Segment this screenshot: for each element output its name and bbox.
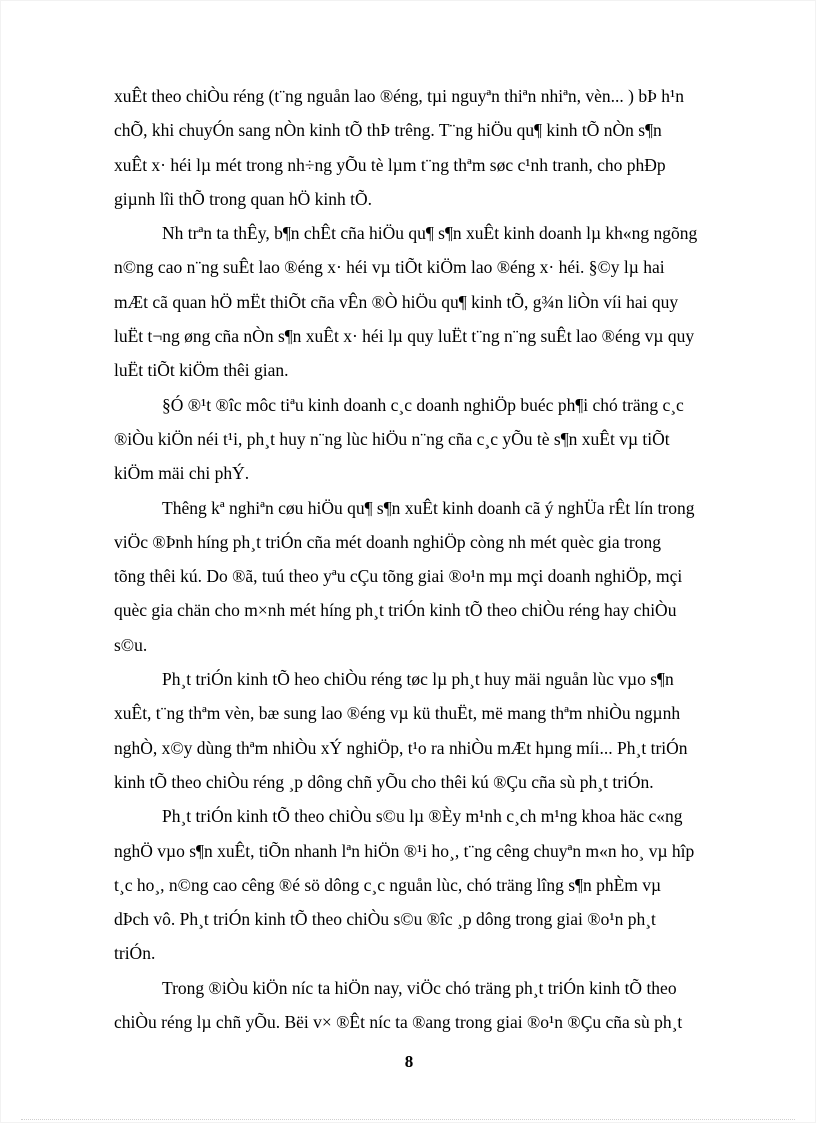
text-line: mÆt cã quan hÖ mËt thiÕt cña vÊn ®Ò hiÖu qu¶ kinh tÕ, g¾n liÒn víi hai quy [114, 291, 679, 312]
text-line: t¸c ho¸, n©ng cao cêng ®é sö dông c¸c nguån lùc, chó träng lîng s¶n phÈm vµ [114, 874, 662, 895]
paragraph [114, 662, 742, 799]
text-line: Ph¸t triÓn kinh tÕ heo chiÒu réng tøc lµ ph¸t huy mäi nguån lùc vµo s¶n [162, 669, 674, 690]
page-number: 8 [404, 1052, 414, 1071]
text-line: tõng thêi kú. Do ®ã, tuú theo yªu cÇu tõng giai ®o¹n mµ mçi doanh nghiÖp, mçi [114, 566, 683, 587]
text-line: xuÊt x· héi lµ mét trong nh÷ng yÕu tè lµm t¨ng thªm søc c¹nh tranh, cho phÐp [114, 154, 666, 175]
body-text [114, 79, 742, 1039]
text-line: giµnh lîi thÕ trong quan hÖ kinh tÕ. [114, 188, 372, 209]
text-line: luËt tiÕt kiÖm thêi gian. [114, 360, 289, 381]
text-line: Ph¸t triÓn kinh tÕ theo chiÒu s©u lµ ®Èy m¹nh c¸ch m¹ng khoa häc c«ng [162, 806, 683, 827]
text-line: Thêng kª nghiªn cøu hiÖu qu¶ s¶n xuÊt kinh doanh cã ý nghÜa rÊt lín trong [162, 497, 695, 518]
text-line: viÖc ®Þnh híng ph¸t triÓn cña mét doanh nghiÖp còng nh mét quèc gia trong [114, 531, 661, 552]
text-line: s©u. [114, 634, 148, 655]
text-line: chÕ, khi chuyÓn sang nÒn kinh tÕ thÞ trêng. T¨ng hiÖu qu¶ kinh tÕ nÒn s¶n [114, 120, 662, 141]
text-line: triÓn. [114, 943, 156, 964]
text-line: Nh trªn ta thÊy, b¶n chÊt cña hiÖu qu¶ s¶n xuÊt kinh doanh lµ kh«ng ngõng [162, 223, 698, 244]
text-line: n©ng cao n¨ng suÊt lao ®éng x· héi vµ tiÕt kiÖm lao ®éng x· héi. §©y lµ hai [114, 257, 665, 278]
text-line: xuÊt theo chiÒu réng (t¨ng nguån lao ®éng, tµi nguyªn thiªn nhiªn, vèn... ) bÞ h¹n [114, 86, 684, 106]
text-line: kiÖm mäi chi phÝ. [114, 463, 250, 484]
page-bottom-divider [21, 1119, 795, 1120]
text-line: nghÖ vµo s¶n xuÊt, tiÕn nhanh lªn hiÖn ®¹i ho¸, t¨ng cêng chuyªn m«n ho¸ vµ hîp [114, 840, 695, 861]
text-line: Trong ®iÒu kiÖn níc ta hiÖn nay, viÖc chó träng ph¸t triÓn kinh tÕ theo [162, 977, 677, 998]
text-line: nghÒ, x©y dùng thªm nhiÒu xÝ nghiÖp, t¹o ra nhiÒu mÆt hµng míi... Ph¸t triÓn [114, 737, 688, 758]
paragraph [114, 216, 742, 387]
text-line: xuÊt, t¨ng thªm vèn, bæ sung lao ®éng vµ kü thuËt, më mang thªm nhiÒu ngµnh [114, 703, 681, 724]
text-line: chiÒu réng lµ chñ yÕu. Bëi v× ®Êt níc ta ®ang trong giai ®o¹n ®Çu cña sù ph¸t [114, 1012, 683, 1033]
text-line: dÞch vô. Ph¸t triÓn kinh tÕ theo chiÒu s©u ®îc ¸p dông trong giai ®o¹n ph¸t [114, 909, 656, 930]
paragraph [114, 388, 742, 491]
paragraph [114, 971, 742, 1040]
text-line: kinh tÕ theo chiÒu réng ¸p dông chñ yÕu cho thêi kú ®Çu cña sù ph¸t triÓn. [114, 771, 654, 792]
text-line: luËt t¬ng øng cña nÒn s¶n xuÊt x· héi lµ quy luËt t¨ng n¨ng suÊt lao ®éng vµ quy [114, 326, 695, 347]
text-line: quèc gia chän cho m×nh mét híng ph¸t triÓn kinh tÕ theo chiÒu réng hay chiÒu [114, 600, 677, 621]
paragraph [114, 491, 742, 662]
text-line: ®iÒu kiÖn néi t¹i, ph¸t huy n¨ng lùc hiÖu n¨ng cña c¸c yÕu tè s¶n xuÊt vµ tiÕt [114, 428, 670, 449]
paragraph [114, 799, 742, 970]
text-line: §Ó ®¹t ®îc môc tiªu kinh doanh c¸c doanh nghiÖp buéc ph¶i chó träng c¸c [162, 394, 684, 415]
paragraph [114, 79, 742, 216]
